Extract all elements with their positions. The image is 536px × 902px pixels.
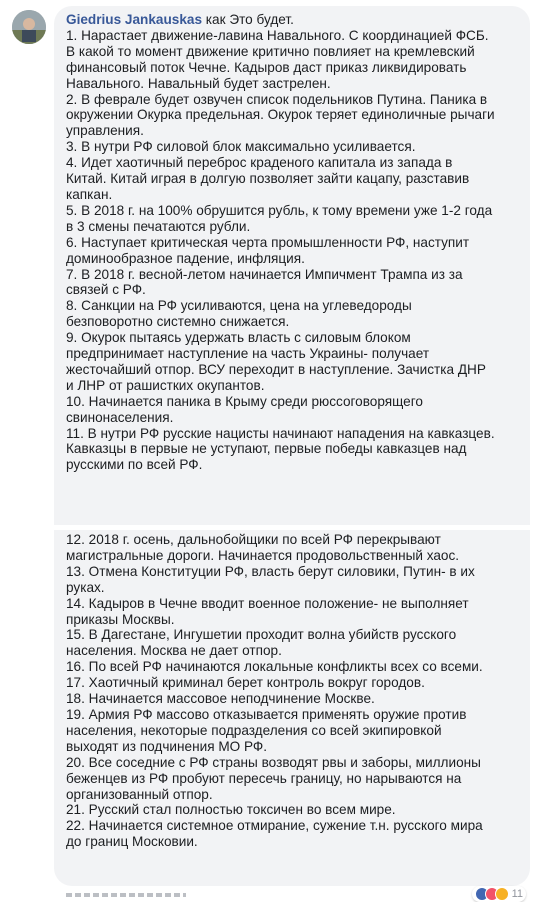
comment-body-part1: 1. Нарастает движение-лавина Навального. С координацией ФСБ. В какой то момент движение критично повлияет на кремлевский финансовый поток Чечне. Кадыров даст приказ ликвидировать Навального. Навальный будет застрелен. 2. В феврале будет озвучен список подельников Путина. Паника в окружении Окурка предельная. Окурок теряет единоличные рычаги управления. 3. В нутри РФ силовой блок максимально усиливается. 4. Идет хаотичный переброс краденого капитала из запада в Китай. Китай играя в долгую позволяет зайти кацапу, разставив капкан. 5. В 2018 г. на 100% обрушится рубль, к тому времени уже 1-2 года в 3 смены печатаются рубли. 6. Наступает критическая черта промышленности РФ, наступит доминообразное падение, инфляция. 7. В 2018 г. весной-летом начинается Импичмент Трампа из за связей с РФ. 8. Санкции на РФ усиливаются, цена на углеведороды безповоротно системно снижается. 9. Окурок пытаясь удержать власть с силовым блоком предпринимает наступление на часть Украины- получает жесточайший отпор. ВСУ переходит в наступление. Зачистка ДНР и ЛНР от рашистких окупантов. 10. Начинается паника в Крыму среди рюссоговорящего свинонаселения. 11. В нутри РФ русские нацисты начинают нападения на кавказцев. Кавказцы в первые не уступают, первые победы кавказцев над русскими по всей РФ. xyxy=(66,27,495,473)
comment-lead: как Это будет. xyxy=(202,12,294,27)
comment-author-link[interactable]: Giedrius Jankauskas xyxy=(66,12,203,27)
comment-body-part2: 12. 2018 г. осень, дальнобойщики по всей РФ перекрывают магистральные дороги. Начинается продовольственный хаос. 13. Отмена Конституции РФ, власть берут силовики, Путин- в их руках. 14. Кадыров в Чечне вводит военное положение- не выполняет приказы Москвы. 15. В Дагестане, Ингушетии проходит волна убийств русского населения. Москва не дает отпор. 16. По всей РФ начинаются локальные конфликты всех со всеми. 17. Хаотичный криминал берет контроль вокруг городов. 18. Начинается массовое неподчинение Москве. 19. Армия РФ массово отказывается применять оружие против населения, некоторые подразделения со всей экипировкой выходят из подчинения МО РФ. 20. Все соседние с РФ страны возводят рвы и заборы, миллионы беженцев из РФ пробуют пересечь границу, но нарываются на организованный отпор. 21. Русский стал полностью токсичен во всем мире. 22. Начинается системное отмирание, сужение т.н. русского мира до границ Московии. xyxy=(66,532,483,850)
comment-actions-cut xyxy=(66,893,186,897)
comment-bubble-continued xyxy=(54,530,530,886)
comment-bubble xyxy=(54,6,530,528)
avatar[interactable] xyxy=(12,10,46,44)
reaction-count: 11 xyxy=(511,888,523,900)
avatar-photo xyxy=(12,10,46,44)
haha-icon xyxy=(495,887,509,901)
reactions-summary[interactable] xyxy=(472,886,526,902)
comment-text-part1 xyxy=(66,12,518,473)
